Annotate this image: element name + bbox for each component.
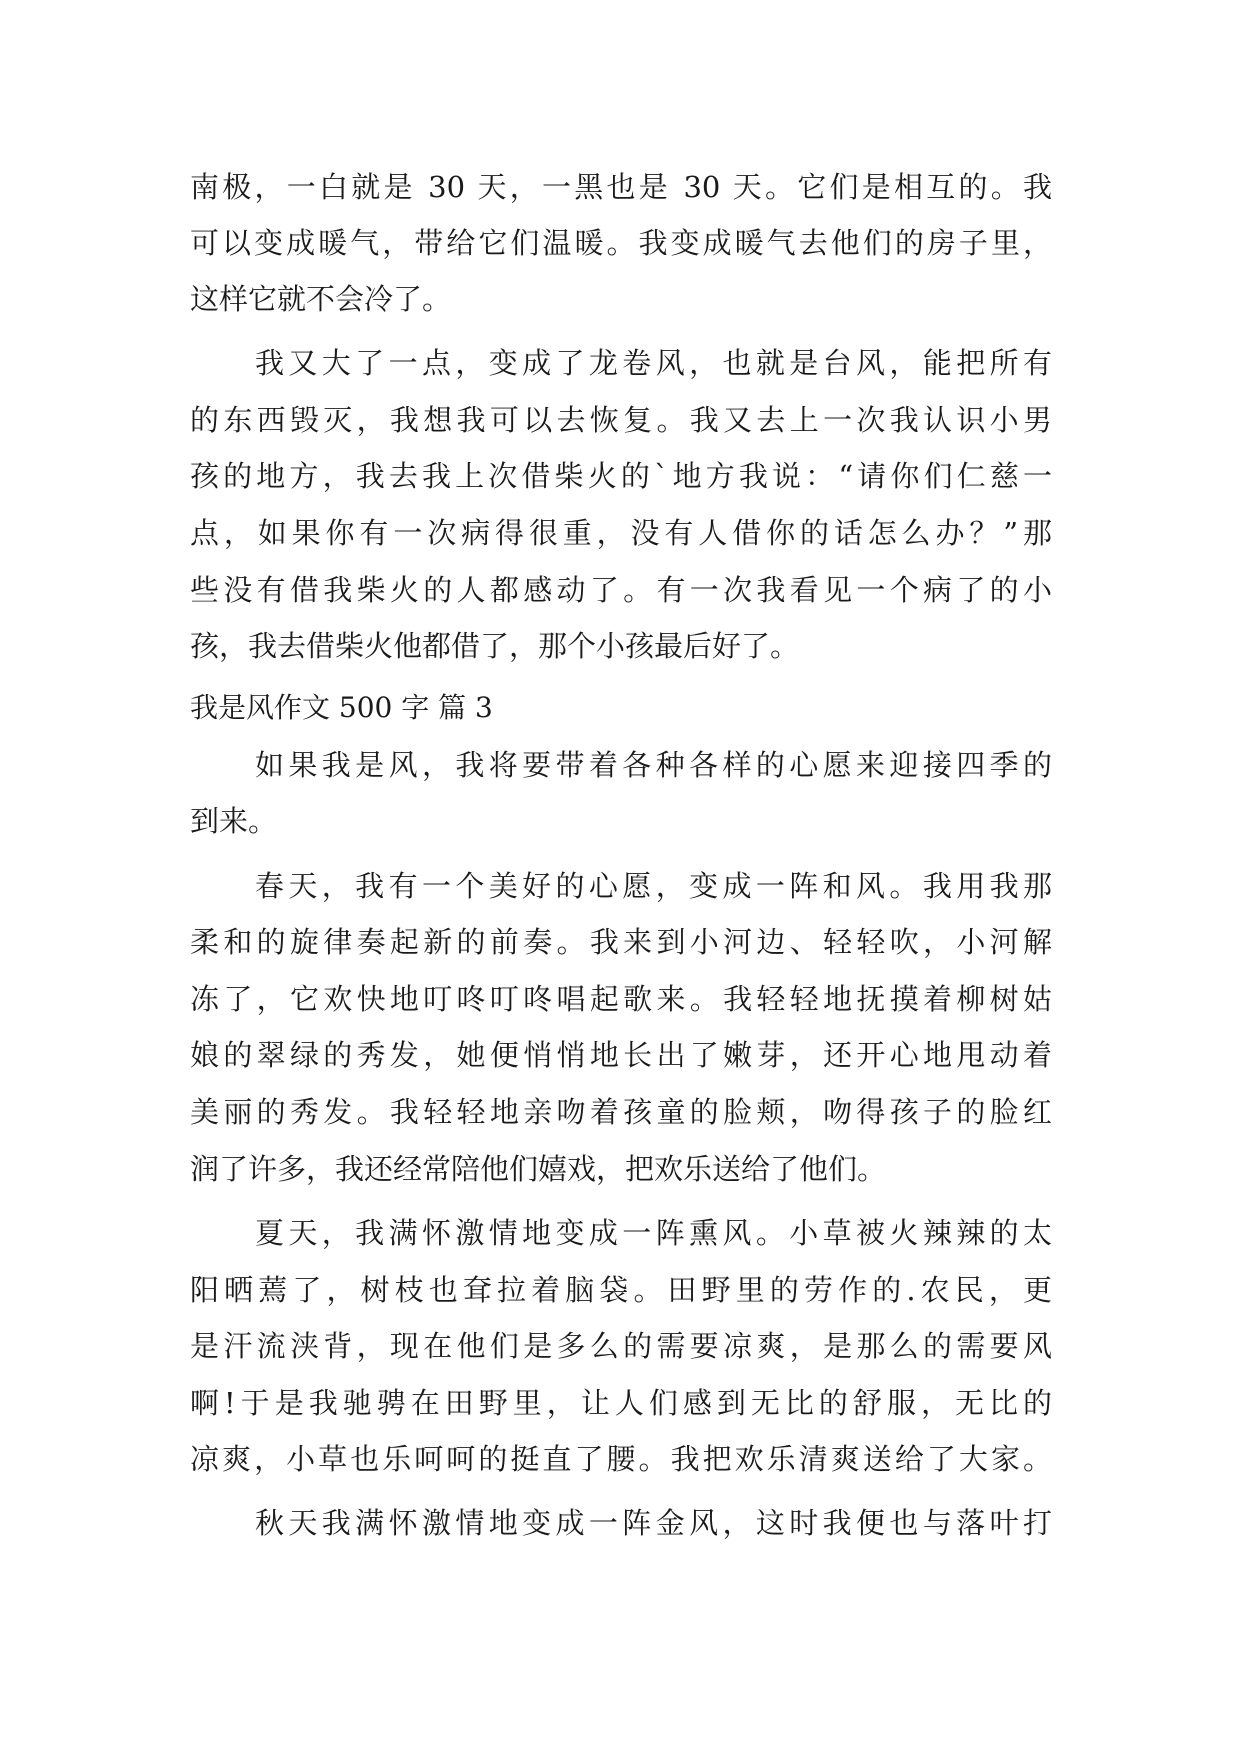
text-line: 些没有借我柴火的人都感动了。有一次我看见一个病了的小 — [190, 573, 1052, 607]
text-line: 可以变成暖气，带给它们温暖。我变成暖气去他们的房子里， — [190, 226, 1052, 260]
text-line: 孩的地方，我去我上次借柴火的`地方我说：“请你们仁慈一 — [190, 459, 1052, 493]
text-line: 南极，一白就是 30 天，一黑也是 30 天。它们是相互的。我 — [190, 170, 1052, 204]
text-line: 到来。 — [190, 804, 278, 838]
paragraph-first-line: 秋天我满怀激情地变成一阵金风，这时我便也与落叶打 — [255, 1506, 1052, 1540]
text-line: 柔和的旋律奏起新的前奏。我来到小河边、轻轻吹，小河解 — [190, 925, 1052, 959]
text-line: 啊!于是我驰骋在田野里，让人们感到无比的舒服，无比的 — [190, 1386, 1052, 1420]
text-line: 孩，我去借柴火他都借了，那个小孩最后好了。 — [190, 629, 800, 663]
text-line: 冻了，它欢快地叮咚叮咚唱起歌来。我轻轻地抚摸着柳树姑 — [190, 982, 1052, 1016]
section-heading: 我是风作文 500 字 篇 3 — [190, 691, 493, 724]
text-line: 娘的翠绿的秀发，她便悄悄地长出了嫩芽，还开心地甩动着 — [190, 1038, 1052, 1072]
text-line: 这样它就不会冷了。 — [190, 282, 452, 316]
text-line: 阳晒蔫了，树枝也耷拉着脑袋。田野里的劳作的.农民，更 — [190, 1273, 1052, 1307]
paragraph-first-line: 春天，我有一个美好的心愿，变成一阵和风。我用我那 — [255, 869, 1052, 903]
paragraph-first-line: 如果我是风，我将要带着各种各样的心愿来迎接四季的 — [255, 748, 1052, 782]
text-line: 是汗流浃背，现在他们是多么的需要凉爽，是那么的需要风 — [190, 1329, 1052, 1363]
paragraph-first-line: 我又大了一点，变成了龙卷风，也就是台风，能把所有 — [255, 346, 1052, 380]
text-line: 点，如果你有一次病得很重，没有人借你的话怎么办？”那 — [190, 516, 1052, 550]
text-line: 美丽的秀发。我轻轻地亲吻着孩童的脸颊，吻得孩子的脸红 — [190, 1095, 1052, 1129]
paragraph-first-line: 夏天，我满怀激情地变成一阵熏风。小草被火辣辣的太 — [255, 1216, 1052, 1250]
text-line: 润了许多，我还经常陪他们嬉戏，把欢乐送给了他们。 — [190, 1152, 887, 1186]
text-line: 凉爽，小草也乐呵呵的挺直了腰。我把欢乐清爽送给了大家。 — [190, 1442, 1052, 1476]
text-line: 的东西毁灭，我想我可以去恢复。我又去上一次我认识小男 — [190, 403, 1052, 437]
